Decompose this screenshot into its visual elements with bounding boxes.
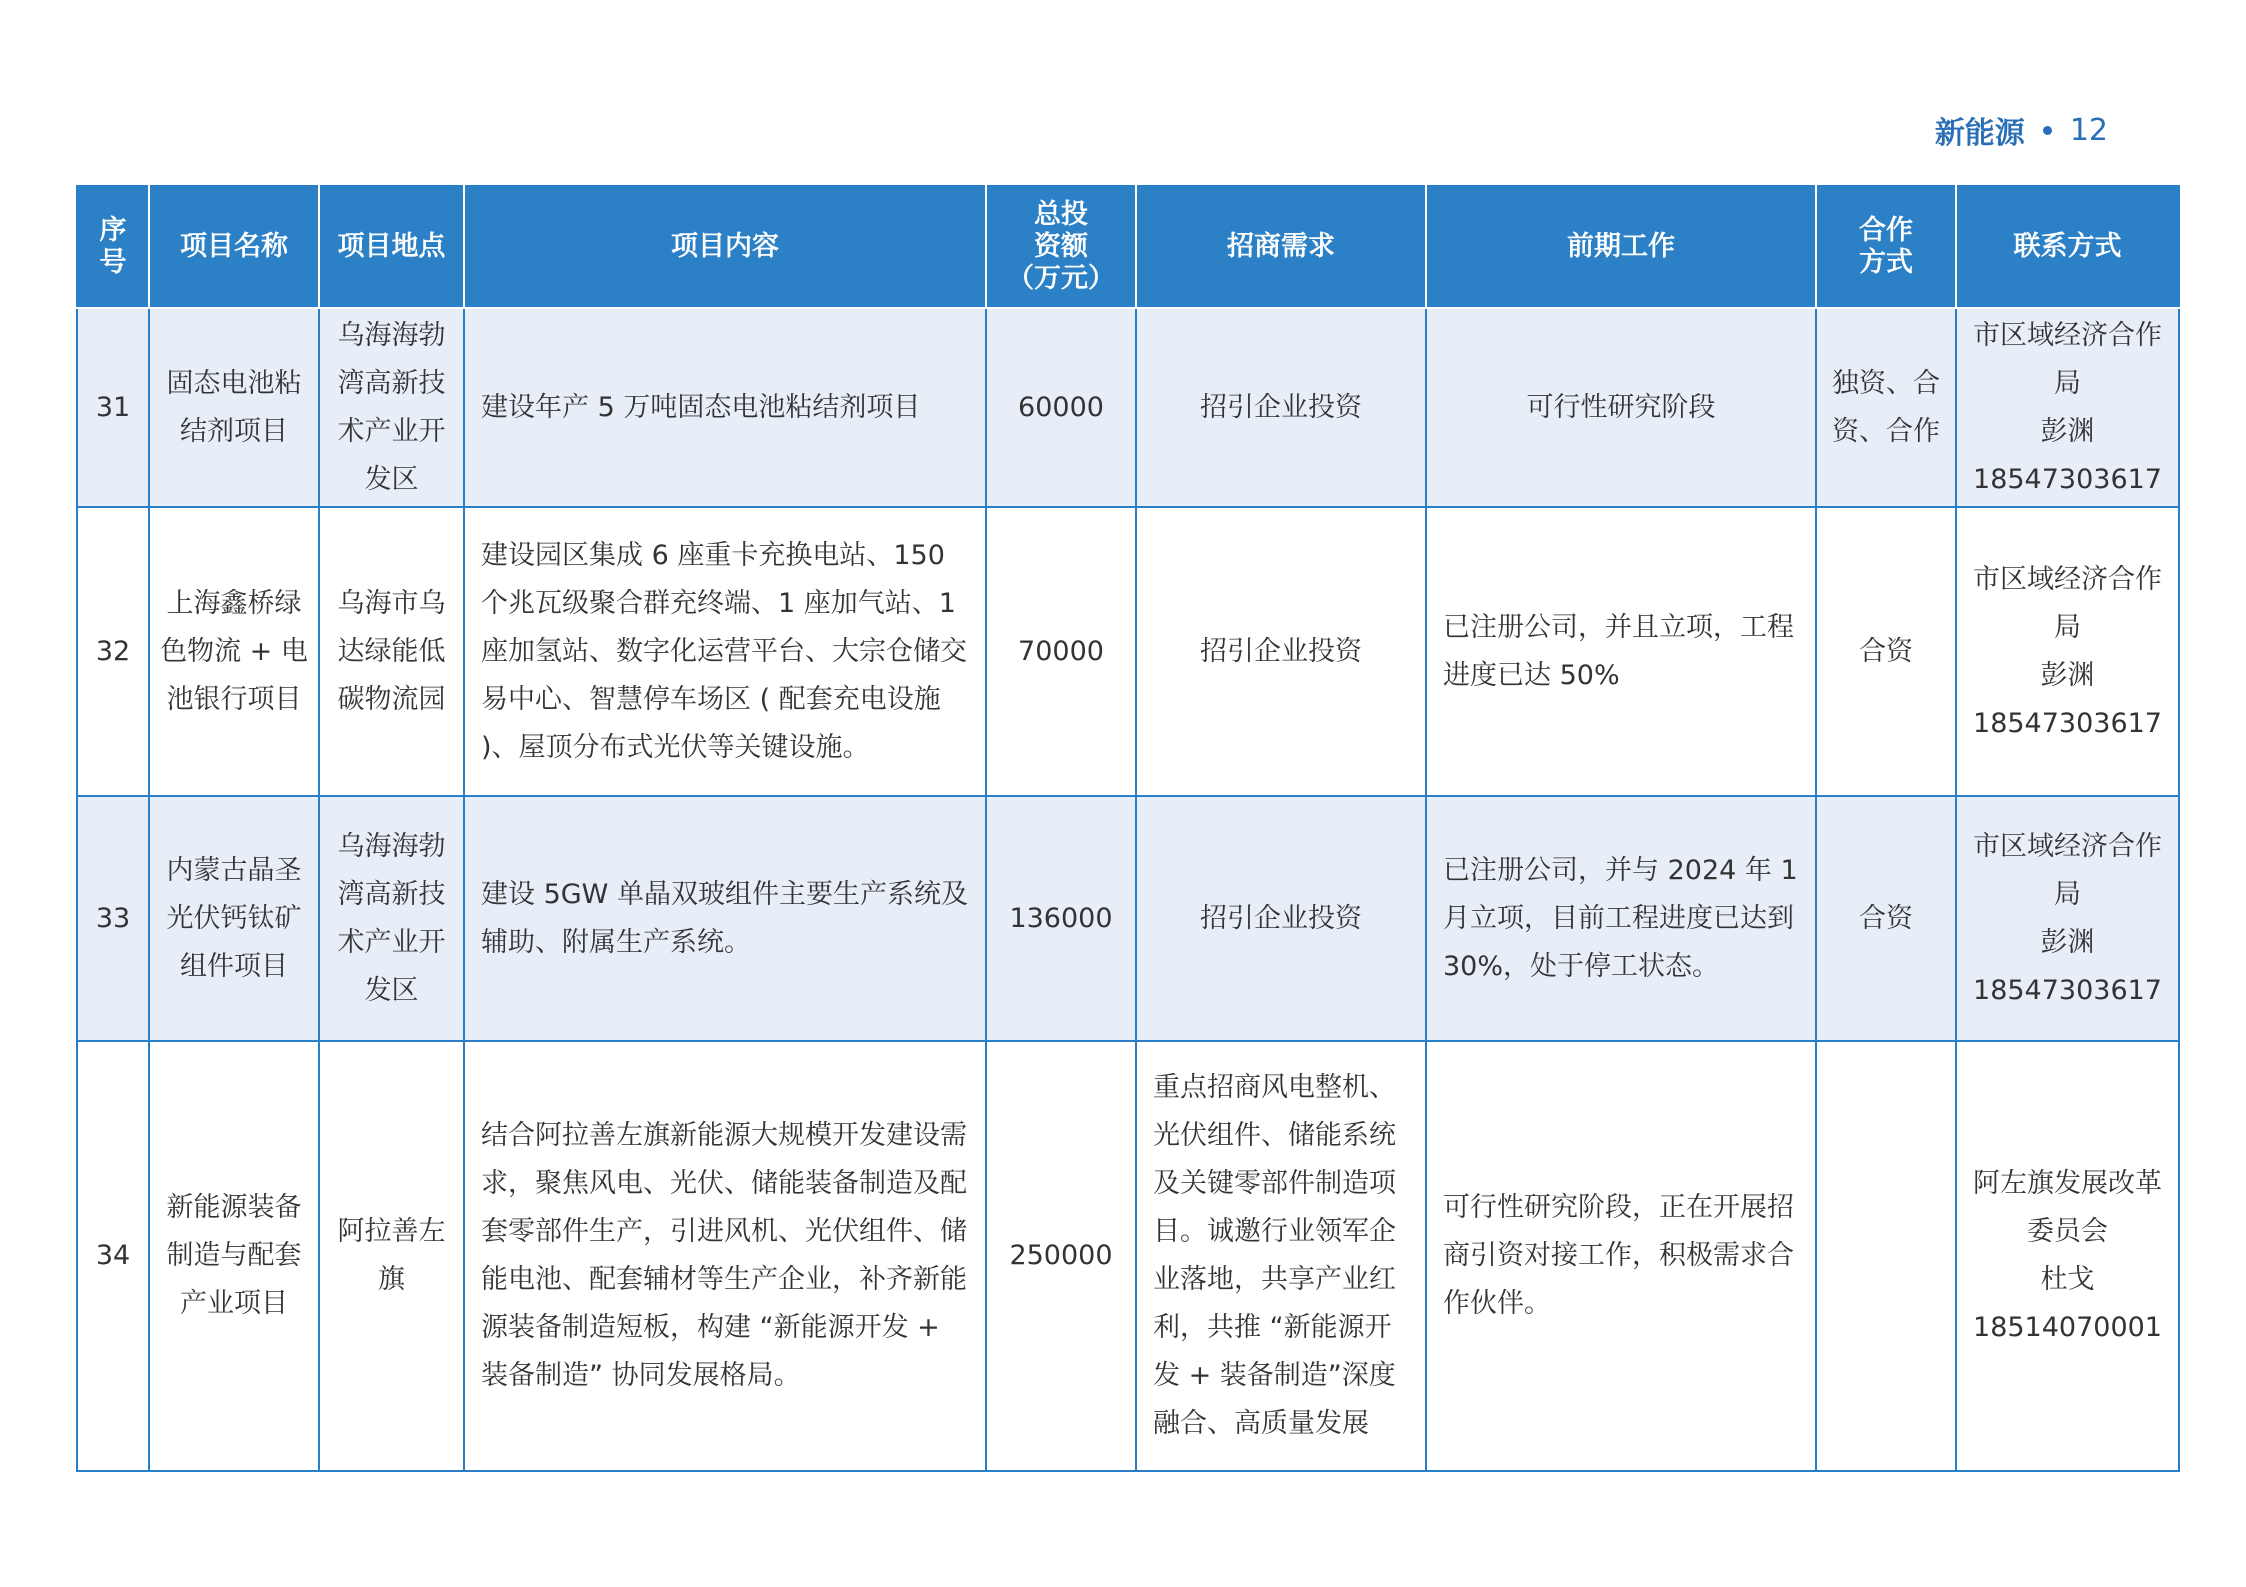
cell-name: 新能源装备制造与配套产业项目 xyxy=(149,1041,319,1471)
cell-content: 建设 5GW 单晶双玻组件主要生产系统及辅助、附属生产系统。 xyxy=(464,796,986,1041)
cell-contact xyxy=(1956,308,2179,507)
column-header-location: 项目地点 xyxy=(319,186,464,308)
cell-no: 33 xyxy=(77,796,149,1041)
cell-investment: 70000 xyxy=(986,507,1136,796)
cell-investment: 136000 xyxy=(986,796,1136,1041)
cell-name: 固态电池粘结剂项目 xyxy=(149,308,319,507)
table-row xyxy=(77,507,2179,796)
column-header-content: 项目内容 xyxy=(464,186,986,308)
cell-demand: 招引企业投资 xyxy=(1136,796,1426,1041)
cell-no: 32 xyxy=(77,507,149,796)
cell-investment: 60000 xyxy=(986,308,1136,507)
contact-org: 市区域经济合作局 xyxy=(1973,830,2162,910)
column-header-preliminary: 前期工作 xyxy=(1426,186,1816,308)
table-row xyxy=(77,796,2179,1041)
cell-cooperation: 合资 xyxy=(1816,507,1956,796)
cell-preliminary: 可行性研究阶段，正在开展招商引资对接工作，积极需求合作伙伴。 xyxy=(1426,1041,1816,1471)
cell-demand: 招引企业投资 xyxy=(1136,308,1426,507)
column-header-investment: 总投 资额 （万元） xyxy=(986,186,1136,308)
contact-phone: 18547303617 xyxy=(1973,707,2162,739)
cell-contact xyxy=(1956,507,2179,796)
cell-no: 31 xyxy=(77,308,149,507)
cell-preliminary: 已注册公司，并且立项，工程进度已达 50% xyxy=(1426,507,1816,796)
cell-preliminary: 可行性研究阶段 xyxy=(1426,308,1816,507)
column-header-no: 序 号 xyxy=(77,186,149,308)
table-row xyxy=(77,1041,2179,1471)
cell-name: 上海鑫桥绿色物流 + 电池银行项目 xyxy=(149,507,319,796)
contact-person: 彭渊 xyxy=(2040,659,2095,691)
section-title: 新能源 xyxy=(1934,116,2025,151)
cell-contact xyxy=(1956,1041,2179,1471)
column-header-cooperation: 合作 方式 xyxy=(1816,186,1956,308)
page-header xyxy=(1935,108,2108,152)
contact-phone: 18547303617 xyxy=(1973,463,2162,495)
contact-phone: 18547303617 xyxy=(1973,974,2162,1006)
table-row xyxy=(77,308,2179,507)
contact-person: 彭渊 xyxy=(2040,926,2095,958)
cell-content: 结合阿拉善左旗新能源大规模开发建设需求，聚焦风电、光伏、储能装备制造及配套零部件生产，引进风机、光伏组件、储能电池、配套辅材等生产企业，补齐新能源装备制造短板，构建 “新能源开发 + 装备制造” 协同发展格局。 xyxy=(464,1041,986,1471)
cell-location: 阿拉善左旗 xyxy=(319,1041,464,1471)
column-header-contact: 联系方式 xyxy=(1956,186,2179,308)
cell-content: 建设年产 5 万吨固态电池粘结剂项目 xyxy=(464,308,986,507)
cell-content: 建设园区集成 6 座重卡充换电站、150 个兆瓦级聚合群充终端、1 座加气站、1 座加氢站、数字化运营平台、大宗仓储交易中心、智慧停车场区 ( 配套充电设施 )、屋顶分布式光伏等关键设施。 xyxy=(464,507,986,796)
cell-contact xyxy=(1956,796,2179,1041)
cell-demand: 重点招商风电整机、光伏组件、储能系统及关键零部件制造项目。诚邀行业领军企业落地，共享产业红利，共推 “新能源开发 + 装备制造”深度融合、高质量发展 xyxy=(1136,1041,1426,1471)
bullet-dot-icon xyxy=(2043,126,2052,135)
contact-org: 市区域经济合作局 xyxy=(1973,319,2162,399)
page-number: 12 xyxy=(2069,112,2108,148)
cell-location: 乌海海勃湾高新技术产业开发区 xyxy=(319,308,464,507)
cell-name: 内蒙古晶圣光伏钙钛矿组件项目 xyxy=(149,796,319,1041)
contact-org: 阿左旗发展改革委员会 xyxy=(1973,1168,2162,1247)
cell-no: 34 xyxy=(77,1041,149,1471)
contact-phone: 18514070001 xyxy=(1973,1312,2162,1343)
cell-preliminary: 已注册公司，并与 2024 年 1 月立项，目前工程进度已达到 30%，处于停工状态。 xyxy=(1426,796,1816,1041)
cell-investment: 250000 xyxy=(986,1041,1136,1471)
contact-person: 彭渊 xyxy=(2040,415,2095,447)
contact-person: 杜戈 xyxy=(2040,1264,2095,1295)
cell-cooperation: 合资 xyxy=(1816,796,1956,1041)
cell-demand: 招引企业投资 xyxy=(1136,507,1426,796)
projects-table xyxy=(76,185,2180,1472)
cell-location: 乌海海勃湾高新技术产业开发区 xyxy=(319,796,464,1041)
cell-cooperation: 独资、合资、合作 xyxy=(1816,308,1956,507)
column-header-demand: 招商需求 xyxy=(1136,186,1426,308)
table-header-row xyxy=(77,186,2179,308)
cell-location: 乌海市乌达绿能低碳物流园 xyxy=(319,507,464,796)
cell-cooperation xyxy=(1816,1041,1956,1471)
contact-org: 市区域经济合作局 xyxy=(1973,563,2162,643)
column-header-name: 项目名称 xyxy=(149,186,319,308)
